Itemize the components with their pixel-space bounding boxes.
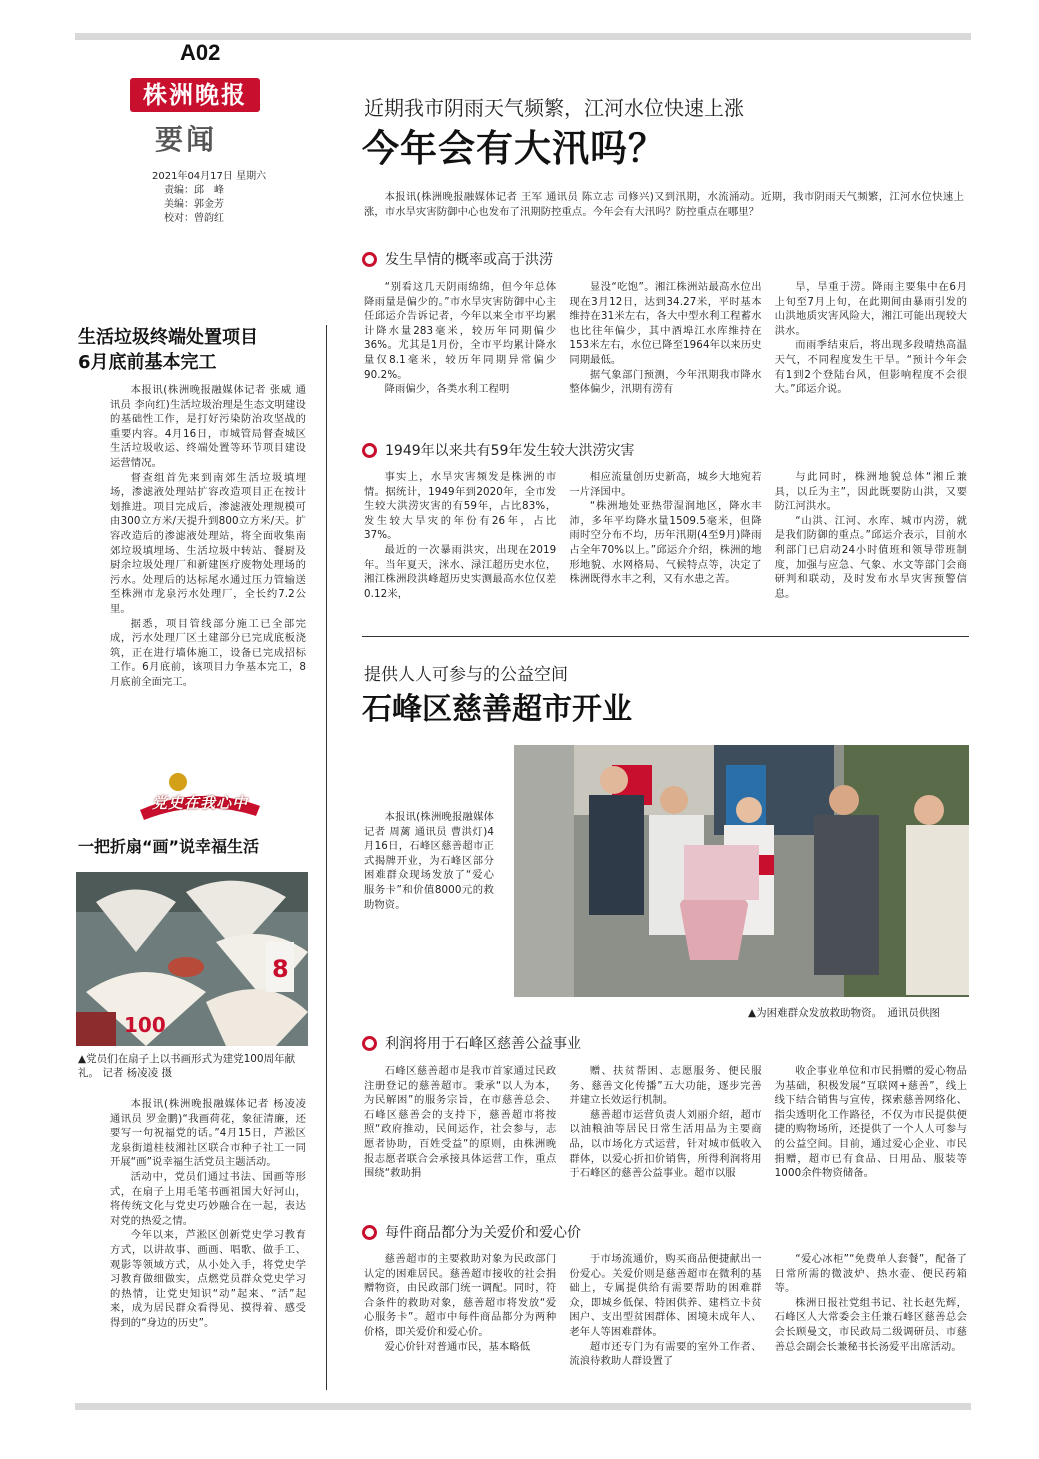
paragraph: 降雨偏少，各类水利工程明 — [384, 383, 510, 396]
paragraph: 慈善超市的主要救助对象为民政部门认定的困难居民。慈善超市接收的社会捐赠物资，由民政部门统一调配。同时，符合条件的救助对象，慈善超市将发放“爱心服务卡”。超市中每件商品都分为两种价格，即关爱价和爱心价。 — [364, 1253, 557, 1338]
edition-art-editor: 美编：郭金芳 — [164, 199, 224, 210]
subhead-bullet-icon — [362, 443, 377, 458]
paragraph: “别看这几天阴雨绵绵，但今年总体降雨量是偏少的。”市水旱灾害防御中心主任邱运介告诉记者，今年以来全市平均累计降水量283毫米，较历年同期偏少36%。尤其是1月份，全市平均累计降水量仅8.1毫米，较历年同期异常偏少90.2%。 — [364, 281, 557, 381]
edition-editor: 责编：邱 峰 — [164, 185, 224, 196]
waste-headline — [78, 325, 258, 375]
paragraph: 爱心价针对普通市民，基本略低 — [384, 1340, 531, 1353]
flood-subhead-1-text: 发生旱情的概率或高于洪涝 — [385, 252, 553, 268]
article-divider — [362, 636, 969, 637]
subhead-bullet-icon — [362, 252, 377, 267]
party-logo-text: 党史在我心中 — [152, 794, 249, 812]
top-rule — [75, 33, 971, 40]
paragraph: 据悉，项目管线部分施工已全部完成，污水处理厂区土建部分已完成底板浇筑，正在进行墙体施工，设备已完成招标工作。6月底前，该项目力争基本完工，8月底前全面完工。 — [110, 617, 306, 688]
paragraph: 督查组首先来到南郊生活垃圾填埋场，渗滤液处理站扩容改造项目正在按计划推进。项目完成后，渗滤液处理规模可由300立方米/天提升到800立方米/天。扩容改造后的渗滤液处理站，将全面收集南郊垃圾填埋场、生活垃圾中转站、餐厨及厨余垃圾处理厂和新建医疗废物处理场的污水。处理后的达标尾水通过压力管输送至株洲市龙泉污水处理厂，全长约7.2公里。 — [110, 471, 306, 615]
paragraph: 而雨季结束后，将出现多段晴热高温天气，不同程度发生干旱。“预计今年会有1到2个登陆台风，但影响程度不会很大。”邱运介说。 — [774, 339, 967, 396]
paragraph: 超市还专门为有需要的室外工作者、流浪待救助人群设置了 — [569, 1340, 762, 1368]
charity-subhead-1-text: 利润将用于石峰区慈善公益事业 — [385, 1036, 581, 1052]
page-number: A02 — [180, 40, 221, 65]
flood-headline: 今年会有大汛吗？ — [362, 127, 666, 170]
paragraph: “株洲地处亚热带湿润地区，降水丰沛，多年平均降水量1509.5毫米，但降雨时空分布不均，历年汛期(4至9月)降雨占全年70%以上。”邱运介介绍，株洲的地形地貌、水网格局、气候特点等，决定了株洲既得水丰之利，又有水患之苦。 — [569, 500, 762, 586]
waste-headline-line2: 6月底前基本完工 — [78, 352, 217, 373]
paragraph: 显没“吃饱”。湘江株洲站最高水位出现在3月12日，达到34.27米，平时基本维持在31米左右，各大中型水利工程蓄水也比往年偏少，其中酒埠江水库维持在153米左右，水位已降至1964年以来历史同期最低。 — [569, 281, 762, 366]
paragraph: 事实上，水旱灾害频发是株洲的市情。据统计，1949年到2020年，全市发生较大洪涝灾害的有59年，占比83%，发生较大旱灾的年份有26年，占比37%。 — [364, 471, 557, 542]
paragraph: 石峰区慈善超市是我市首家通过民政注册登记的慈善超市。秉承“以人为本，为民解困”的服务宗旨，在市慈善总会、石峰区慈善会的支持下，慈善超市将按照“政府推动，民间运作，社会参与，志愿者协助，百姓受益”的原则，由株洲晚报志愿者联合会承接具体运营工作，重点围绕“救助捐 — [364, 1065, 557, 1180]
paragraph: 赠、扶贫帮困、志愿服务、便民服务、慈善文化传播”五大功能，逐步完善并建立长效运行机制。 — [569, 1065, 762, 1107]
party-headline: 一把折扇“画”说幸福生活 — [78, 837, 260, 856]
bottom-rule — [75, 1403, 971, 1410]
paragraph: 今年以来，芦淞区创新党史学习教育方式，以讲故事、画画、唱歌、做手工、观影等领域方式，从小处入手，将党史学习教育做细做实，点燃党员群众党史学习的热情，让党史知识“动”起来、“活”起来，成为居民群众看得见、摸得着、感受得到的“身边的历史”。 — [110, 1229, 306, 1329]
paragraph: 相应流量创历史新高，城乡大地宛若一片泽国中。 — [569, 471, 762, 498]
paragraph: 活动中，党员们通过书法、国画等形式，在扇子上用毛笔书画祖国大好河山，将传统文化与党史巧妙融合在一起，表达对党的热爱之情。 — [110, 1170, 306, 1227]
edition-proofreader: 校对：曾韵红 — [164, 213, 224, 224]
charity-headline: 石峰区慈善超市开业 — [362, 692, 632, 727]
paragraph: 慈善超市运营负责人刘丽介绍，超市以油粮油等居民日常生活用品为主要商品，以市场化方式运营，针对城市低收入群体，以爱心折扣价销售，所得利润将用于石峰区的慈善公益事业。超市以服 — [569, 1108, 762, 1180]
subhead-bullet-icon — [362, 1036, 377, 1051]
paper-logo: 株洲晚报 — [130, 78, 260, 112]
charity-sec2-columns — [364, 1252, 967, 1369]
paragraph: 最近的一次暴雨洪灾，出现在2019年。当年夏天，洣水、渌江超历史水位，湘江株洲段洪峰超历史实测最高水位仅差0.12米， — [364, 543, 557, 600]
flood-sec2-columns — [364, 470, 967, 601]
paragraph: 于市场流通价，购买商品便捷献出一份爱心。关爱价则是慈善超市在微利的基础上，专属提供给有需要帮助的困难群众，即城乡低保、特困供养、建档立卡贫困户、支出型贫困群体、困境未成年人、老年人等困难群体。 — [569, 1253, 762, 1338]
flood-subhead-1 — [362, 249, 553, 269]
flood-subhead-2 — [362, 440, 634, 460]
charity-subhead-2-text: 每件商品都分为关爱价和爱心价 — [385, 1225, 581, 1241]
charity-sec1-columns — [364, 1064, 967, 1181]
charity-subhead-2 — [362, 1222, 581, 1242]
charity-photo-image — [514, 745, 969, 997]
paragraph: 旱，旱重于涝。降雨主要集中在6月上旬至7月上旬，在此期间由暴雨引发的山洪地质灾害风险大，湘江可能出现较大洪水。 — [774, 281, 967, 337]
paragraph: 本报讯(株洲晚报融媒体记者 杨凌凌 通讯员 罗金鹏)“我画荷花，象征清廉，还要写一句祝福党的话。”4月15日，芦淞区龙泉街道桂枝湘社区联合市种子社工一同开展“画”说幸福生活党员主题活动。 — [110, 1098, 306, 1169]
column-divider — [326, 325, 327, 1390]
waste-headline-line1: 生活垃圾终端处置项目 — [78, 327, 258, 348]
charity-subhead-1 — [362, 1033, 581, 1053]
section-title: 要闻 — [155, 123, 218, 156]
paragraph: “爱心冰柜”“免费单人套餐”，配备了日常所需的微波炉、热水壶、便民药箱等。 — [774, 1253, 967, 1295]
flood-lead: 本报讯(株洲晚报融媒体记者 王军 通讯员 陈立志 司修兴)又到汛期，水流涌动。近期，我市阴雨天气频繁，江河水位快速上涨，市水旱灾害防御中心也发布了汛期防控重点。今年会有大汛吗？防控重点在哪里？ — [364, 191, 964, 218]
flood-kicker: 近期我市阴雨天气频繁，江河水位快速上涨 — [364, 96, 744, 120]
flood-sec1-columns — [364, 280, 967, 397]
fan-text: 100 — [124, 1013, 166, 1037]
waste-body — [110, 383, 306, 689]
svg-text:8: 8 — [272, 955, 289, 983]
charity-photo-caption: ▲为困难群众发放救助物资。 通讯员供图 — [748, 1007, 940, 1019]
party-photo-caption: ▲党员们在扇子上以书画形式为建党100周年献礼。 记者 杨凌凌 摄 — [78, 1053, 296, 1079]
edition-date: 2021年04月17日 星期六 — [152, 171, 267, 182]
paragraph: 据气象部门预测，今年汛期我市降水整体偏少，汛期有涝有 — [569, 368, 762, 396]
paragraph: “山洪、江河、水库、城市内涝，就是我们防御的重点。”邱运介表示，目前水利部门已启动24小时值班和领导带班制度，加强与应急、气象、水文等部门会商研判和联动，及时发布水旱灾害预警信息。 — [774, 514, 967, 600]
paragraph: 株洲日报社党组书记、社长赵先辉，石峰区人大常委会主任兼石峰区慈善总会会长顾曼文，市民政局二级调研员、市慈善总会副会长兼秘书长汤爱平出席活动。 — [774, 1296, 967, 1353]
party-history-logo — [130, 770, 270, 822]
paragraph: 收企事业单位和市民捐赠的爱心物品为基础，积极发展“互联网+慈善”，线上线下结合销售与宣传，探索慈善网络化、指尖透明化工作路径，不仅为市民提供便捷的购物场所，还提供了一个人人可参与的公益空间。目前，通过爱心企业、市民捐赠，超市已有食品、日用品、服装等1000余件物资储备。 — [774, 1065, 967, 1180]
party-photo — [76, 872, 308, 1046]
charity-kicker: 提供人人可参与的公益空间 — [364, 665, 568, 685]
party-body — [110, 1097, 306, 1331]
flood-subhead-2-text: 1949年以来共有59年发生较大洪涝灾害 — [385, 443, 635, 459]
paragraph: 与此同时，株洲地貌总体“湘丘兼具，以丘为主”，因此既要防山洪，又要防江河洪水。 — [774, 471, 967, 513]
party-photo-image — [76, 872, 308, 1046]
charity-lead: 本报讯(株洲晚报融媒体记者 周蓠 通讯员 曹洪灯)4月16日，石峰区慈善超市正式揭牌开业，为石峰区部分困难群众现场发放了“爱心服务卡”和价值8000元的救助物资。 — [364, 811, 494, 911]
subhead-bullet-icon — [362, 1225, 377, 1240]
edition-info — [152, 170, 266, 226]
paragraph: 本报讯(株洲晚报融媒体记者 张威 通讯员 李向红)生活垃圾治理是生态文明建设的基础性工作，是打好污染防治攻坚战的重要内容。4月16日，市城管局督查城区生活垃圾收运、终端处置等环节项目建设运营情况。 — [110, 384, 306, 469]
charity-photo — [514, 745, 969, 997]
